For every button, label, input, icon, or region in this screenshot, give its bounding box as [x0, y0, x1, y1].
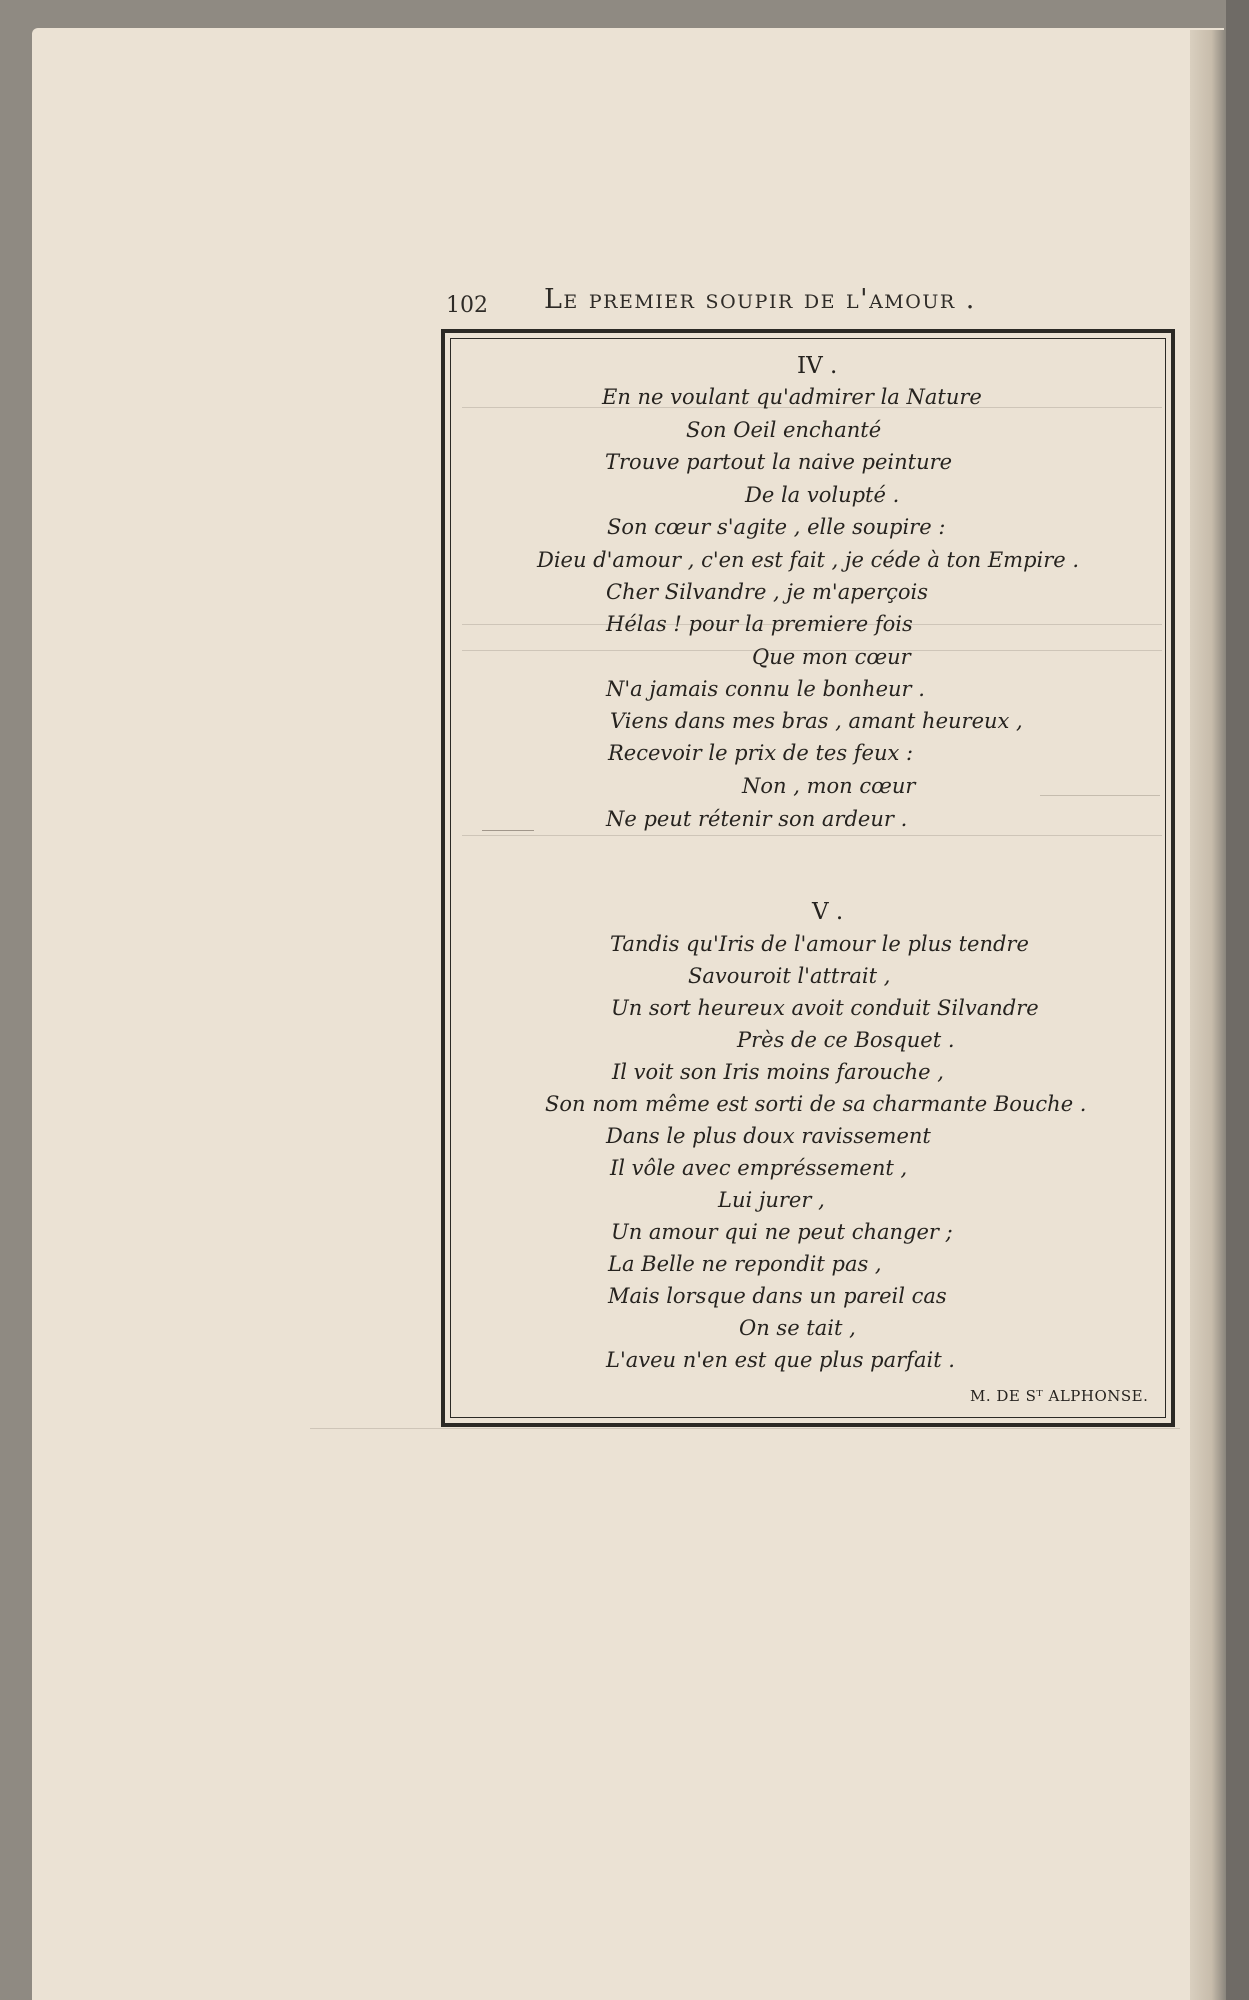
scan-background	[1226, 0, 1249, 2000]
stanza-number-v: V .	[812, 899, 844, 925]
verse-line: Dans le plus doux ravissement	[606, 1124, 931, 1148]
verse-line: Non , mon cœur	[742, 774, 916, 798]
verse-line: Que mon cœur	[752, 645, 911, 669]
author-signature: M. DE Sᵀ ALPHONSE.	[970, 1387, 1149, 1405]
stanza-number-iv: IV .	[797, 353, 838, 379]
verse-line: Cher Silvandre , je m'aperçois	[606, 580, 929, 604]
verse-line: La Belle ne repondit pas ,	[608, 1252, 882, 1276]
page-number: 102	[446, 293, 488, 318]
verse-line: Hélas ! pour la premiere fois	[606, 612, 913, 636]
verse-line: Trouve partout la naive peinture	[605, 450, 953, 474]
faint-rule	[462, 835, 1162, 836]
verse-line: L'aveu n'en est que plus parfait .	[606, 1348, 955, 1372]
verse-line: Dieu d'amour , c'en est fait , je céde à ton Empire .	[537, 548, 1080, 572]
verse-line: Lui jurer ,	[718, 1188, 825, 1212]
verse-line: Mais lorsque dans un pareil cas	[608, 1284, 947, 1308]
verse-line: Son cœur s'agite , elle soupire :	[607, 515, 946, 539]
verse-line: Près de ce Bosquet .	[737, 1028, 955, 1052]
verse-line: Ne peut rétenir son ardeur .	[606, 807, 908, 831]
ink-stroke	[1040, 795, 1160, 796]
verse-line: Son Oeil enchanté	[686, 418, 882, 442]
verse-line: Savouroit l'attrait ,	[688, 964, 891, 988]
verse-line: Son nom même est sorti de sa charmante Bouche .	[545, 1092, 1087, 1116]
faint-rule	[310, 1428, 1180, 1429]
ink-stroke	[482, 830, 534, 831]
page-edge	[1190, 30, 1226, 2000]
verse-line: Tandis qu'Iris de l'amour le plus tendre	[610, 932, 1029, 956]
verse-line: Un sort heureux avoit conduit Silvandre	[611, 996, 1039, 1020]
verse-line: Recevoir le prix de tes feux :	[608, 741, 914, 765]
verse-line: Un amour qui ne peut changer ;	[611, 1220, 953, 1244]
verse-line: On se tait ,	[739, 1316, 856, 1340]
verse-line: De la volupté .	[745, 483, 900, 507]
verse-line: N'a jamais connu le bonheur .	[606, 677, 925, 701]
verse-line: Il vôle avec empréssement ,	[610, 1156, 908, 1180]
verse-line: Viens dans mes bras , amant heureux ,	[610, 709, 1023, 733]
verse-line: Il voit son Iris moins farouche ,	[612, 1060, 944, 1084]
verse-line: En ne voulant qu'admirer la Nature	[602, 385, 982, 409]
running-title: Le premier soupir de l'amour .	[544, 284, 976, 315]
